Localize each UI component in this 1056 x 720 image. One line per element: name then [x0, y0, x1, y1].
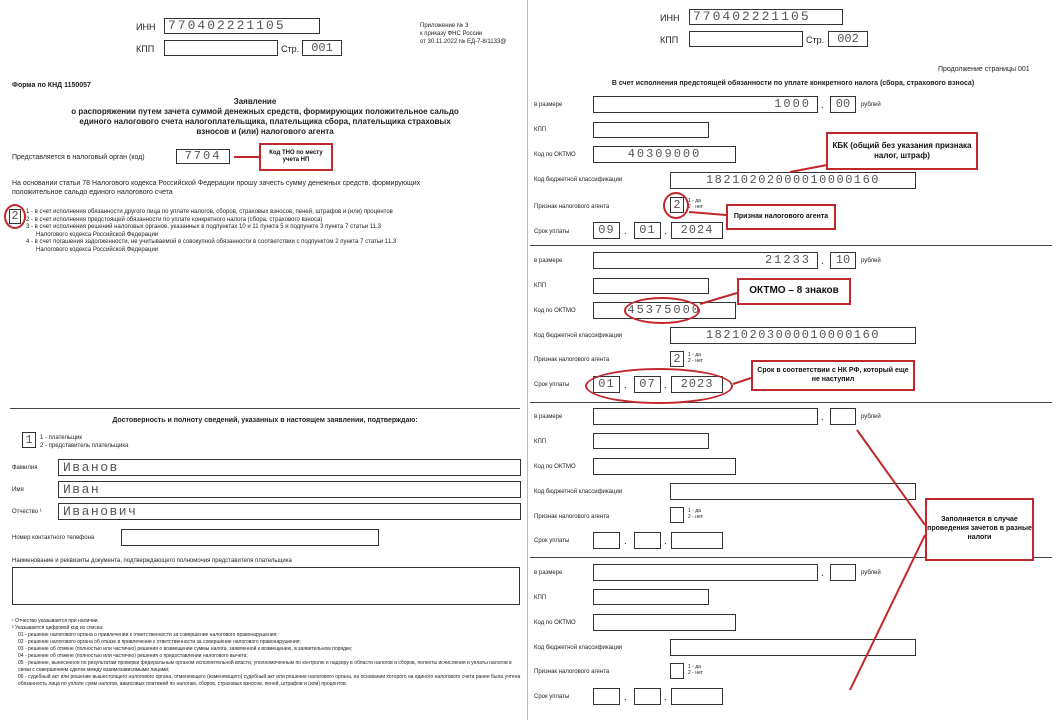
kbk-field[interactable] — [670, 483, 916, 500]
callout-due: Срок в соответствии с НК РФ, который еще не наступил — [751, 360, 915, 391]
rubles-label: рублей — [861, 258, 881, 264]
oktmo-label: Код по ОКТМО — [534, 620, 576, 626]
kbk-field[interactable]: 18210202000010000160 — [670, 172, 916, 189]
callout-kbk: КБК (общий без указания признака налог, штраф) — [826, 132, 978, 170]
page-number-right[interactable]: 002 — [828, 31, 868, 47]
callout-oktmo: ОКТМО – 8 знаков — [737, 278, 851, 305]
oktmo-field[interactable]: 45375000 — [593, 302, 736, 319]
callout-multiple: Заполняется в случае проведения зачетов в разные налоги — [925, 498, 1034, 561]
oktmo-label: Код по ОКТМО — [534, 464, 576, 470]
option-code-field[interactable]: 2 — [9, 209, 21, 224]
due-day-field[interactable] — [593, 532, 620, 549]
kpp-field-left[interactable] — [164, 40, 278, 56]
connector-due — [733, 378, 751, 384]
tax-office-field[interactable]: 7704 — [176, 149, 230, 164]
due-day-field[interactable]: 01 — [593, 376, 620, 393]
kbk-label: Код бюджетной классификации — [534, 645, 623, 651]
agent-label: Признак налогового агента — [534, 669, 610, 675]
callout-tno: Код ТНО по месту учета НП — [259, 143, 333, 171]
section-divider — [10, 408, 520, 409]
option-code-highlight — [4, 204, 26, 229]
kbk-label: Код бюджетной классификации — [534, 177, 623, 183]
patronymic-label: Отчество ¹ — [12, 509, 42, 515]
option-list: 1 - в счет исполнения обязанности другого лица по уплате налогов, сборов, страховых взносов, пеней, штрафов и (или) процентов 2 - в счет исполнения предстоящей обязанности по уплате конкретного налога (сбора, страхового взноса) 3 - в счет исполнения решений налоговых органов, указанных в подпунктах 10 и 11 пункта 5 и подпункте 3 пункта 7 статьи 11.3 Налогового кодекса Российской Федерации 4 - в счет погашения задолженности, не учитываемой в совокупной обязанности в соответствии с подпунктом 2 пункта 7 статьи 11.3 Налогового кодекса Российской Федерации — [26, 209, 397, 253]
footnotes: ¹ Отчество указывается при наличии. ² Указывается цифровой код из списка: 01 - решение налогового органа о привлечении к ответственности за совершение налогового правонарушения; 02 - решение налогового органа об отказе в привлечении к ответственности за совершение налогового правонарушения; 03 - решение об отмене (полностью или частично) решения о возмещении суммы налога, заявленной к возмещению, в заявительном порядке; 04 - решение об отмене (полностью или частично) решения о предоставлении налогового вычета; 05 - решение, вынесенное по результатам проверки федеральным органом исполнительной власти, уполномоченным по контролю и надзору в области налогов и сборов, полноты исчисления и уплаты налогов в связи с совершением сделок между взаимозависимыми лицами; 06 - судебный акт или решение вышестоящего налогового органа, отменяющего (изменяющего) судебный акт или решение налогового органа, на основании которого на единого налогового счета ранее была учтена обязанность лица по уплате сумм налогов, авансовых платежей по налогам, сборов, страховых взносов, пеней, штрафов и (или) процентов. — [12, 618, 521, 687]
agent-options: 1 - да 2 - нет — [688, 198, 703, 210]
name-label: Имя — [12, 487, 24, 493]
form-subtitle: о распоряжении путем зачета суммой денежных средств, формирующих положительное сальдо единого налогового счета налогоплательщика, плательщика сбора, плательщика страховых взносов и (или) налогового агента — [71, 107, 459, 136]
dot: . — [624, 536, 627, 547]
phone-label: Номер контактного телефона — [12, 535, 95, 541]
due-label: Срок уплаты — [534, 382, 570, 388]
agent-field[interactable]: 2 — [670, 351, 684, 367]
confirm-title: Достоверность и полноту сведений, указанных в настоящем заявлении, подтверждаю: — [112, 417, 418, 424]
kpp-block-label: КПП — [534, 127, 547, 133]
dot: . — [821, 568, 824, 579]
oktmo-field[interactable] — [593, 614, 736, 631]
due-year-field[interactable]: 2024 — [671, 222, 723, 239]
block-divider — [530, 245, 1052, 246]
agent-highlight — [663, 192, 689, 219]
agent-label: Признак налогового агента — [534, 514, 610, 520]
rubles-label: рублей — [861, 570, 881, 576]
document-label: Наименование и реквизиты документа, подтверждающего полномочия представителя плательщика — [12, 558, 292, 564]
agent-label: Признак налогового агента — [534, 204, 610, 210]
kpp-block-label: КПП — [534, 283, 547, 289]
patronymic-field[interactable]: Иванович — [58, 503, 521, 520]
agent-field[interactable] — [670, 507, 684, 523]
inn-label-right: ИНН — [660, 13, 680, 23]
kbk-field[interactable]: 18210203000010000160 — [670, 327, 916, 344]
due-month-field[interactable]: 07 — [634, 376, 661, 393]
block-divider — [530, 402, 1052, 403]
oktmo-field[interactable]: 40309000 — [593, 146, 736, 163]
due-month-field[interactable] — [634, 688, 661, 705]
kbk-field[interactable] — [670, 639, 916, 656]
agent-label: Признак налогового агента — [534, 357, 610, 363]
phone-field[interactable] — [121, 529, 379, 546]
form-title: Заявление — [233, 97, 277, 106]
amount-rubles-field[interactable]: 21233 — [593, 252, 818, 269]
kpp-label-left: КПП — [136, 44, 155, 54]
kpp-block-label: КПП — [534, 439, 547, 445]
page-number-left[interactable]: 001 — [302, 40, 342, 56]
due-month-field[interactable] — [634, 532, 661, 549]
amount-kopecks-field[interactable] — [830, 408, 856, 425]
amount-label: в размере — [534, 414, 563, 420]
kpp-block-field[interactable] — [593, 278, 709, 294]
surname-field[interactable]: Иванов — [58, 459, 521, 476]
connector-agent — [689, 212, 726, 215]
inn-field-right[interactable]: 770402221105 — [689, 9, 843, 25]
due-highlight — [585, 368, 733, 404]
callout-agent: Признак налогового агента — [726, 204, 836, 230]
amount-kopecks-field[interactable]: 10 — [830, 252, 856, 269]
due-day-field[interactable]: 09 — [593, 222, 620, 239]
agent-field[interactable] — [670, 663, 684, 679]
amount-label: в размере — [534, 102, 563, 108]
due-year-field[interactable] — [671, 688, 723, 705]
dot: . — [821, 256, 824, 267]
dot: . — [664, 692, 667, 703]
connector-kbk — [790, 165, 827, 172]
amount-kopecks-field[interactable] — [830, 564, 856, 581]
oktmo-field[interactable] — [593, 458, 736, 475]
rubles-label: рублей — [861, 414, 881, 420]
kpp-field-right[interactable] — [689, 31, 803, 47]
amount-label: в размере — [534, 570, 563, 576]
continuation-note: Продолжение страницы 001 — [938, 66, 1030, 73]
document-field[interactable] — [12, 567, 520, 605]
due-label: Срок уплаты — [534, 538, 570, 544]
dot: . — [624, 692, 627, 703]
oktmo-highlight — [624, 297, 700, 324]
dot: . — [664, 536, 667, 547]
dot: . — [664, 380, 667, 391]
agent-field[interactable]: 2 — [670, 197, 684, 213]
dot: . — [624, 226, 627, 237]
kbk-label: Код бюджетной классификации — [534, 333, 623, 339]
inn-label-left: ИНН — [136, 22, 156, 32]
agent-options: 1 - да 2 - нет — [688, 664, 703, 676]
inn-field-left[interactable]: 770402221105 — [164, 18, 320, 34]
dot: . — [821, 412, 824, 423]
section-title: В счет исполнения предстоящей обязанности по уплате конкретного налога (сбора, страхового взноса) — [611, 80, 975, 87]
signer-options: 1 - плательщик 2 - представитель плательщика — [40, 435, 129, 449]
due-day-field[interactable] — [593, 688, 620, 705]
name-field[interactable]: Иван — [58, 481, 521, 498]
due-month-field[interactable]: 01 — [634, 222, 661, 239]
amount-kopecks-field[interactable]: 00 — [830, 96, 856, 113]
dot: . — [664, 226, 667, 237]
dot: . — [624, 380, 627, 391]
kpp-block-field[interactable] — [593, 433, 709, 449]
due-label: Срок уплаты — [534, 694, 570, 700]
due-label: Срок уплаты — [534, 229, 570, 235]
signer-code-field[interactable]: 1 — [22, 432, 36, 448]
rubles-label: рублей — [861, 102, 881, 108]
surname-label: Фамилия — [12, 465, 38, 471]
kpp-block-label: КПП — [534, 595, 547, 601]
agent-options: 1 - да 2 - нет — [688, 352, 703, 364]
connector-multiple-up — [857, 430, 925, 525]
due-year-field[interactable] — [671, 532, 723, 549]
appendix-note: Приложение № 3 к приказу ФНС России от 30.11.2022 № ЕД-7-8/1133@ — [420, 23, 507, 45]
amount-rubles-field[interactable]: 1000 — [593, 96, 818, 113]
agent-options: 1 - да 2 - нет — [688, 508, 703, 520]
kpp-block-field[interactable] — [593, 122, 709, 138]
tax-office-label: Представляется в налоговый орган (код) — [12, 154, 145, 161]
oktmo-label: Код по ОКТМО — [534, 152, 576, 158]
kpp-label-right: КПП — [660, 35, 679, 45]
basis-text: На основании статьи 78 Налогового кодекса Российской Федерации прошу зачесть сумму денежных средств, формирующих положительное сальдо единого налогового счета — [12, 180, 421, 196]
page-separator — [527, 0, 528, 720]
form-code: Форма по КНД 1150057 — [12, 82, 91, 89]
due-year-field[interactable]: 2023 — [671, 376, 723, 393]
amount-rubles-field[interactable] — [593, 408, 818, 425]
page-label-left: Стр. — [281, 44, 300, 54]
oktmo-label: Код по ОКТМО — [534, 308, 576, 314]
amount-label: в размере — [534, 258, 563, 264]
amount-rubles-field[interactable] — [593, 564, 818, 581]
kbk-label: Код бюджетной классификации — [534, 489, 623, 495]
dot: . — [821, 100, 824, 111]
connector-multiple-down — [850, 535, 925, 690]
page-label-right: Стр. — [806, 35, 825, 45]
kpp-block-field[interactable] — [593, 589, 709, 605]
